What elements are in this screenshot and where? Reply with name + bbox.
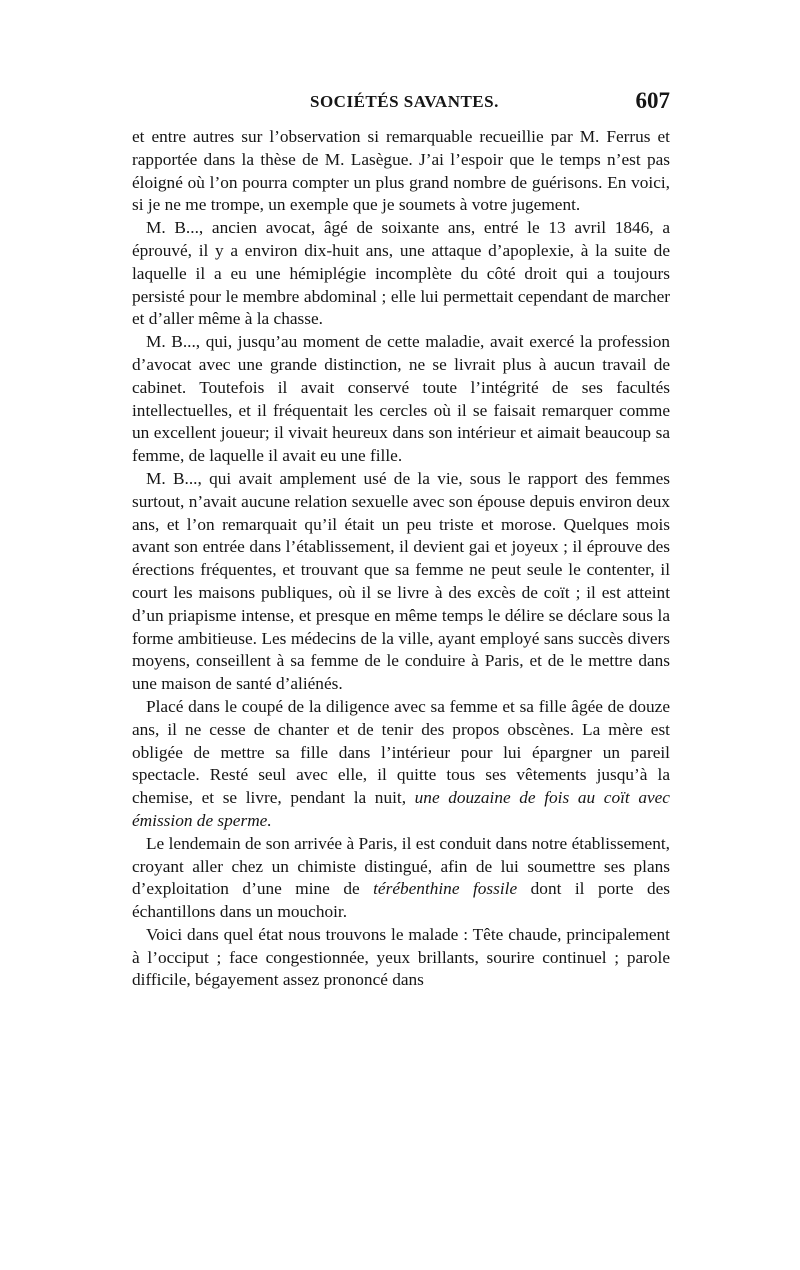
running-head	[132, 88, 670, 126]
paragraph-arrival	[132, 833, 670, 924]
running-title: SOCIÉTÉS SAVANTES.	[310, 92, 499, 111]
paragraph-profession: M. B..., qui, jusqu’au moment de cette maladie, avait exercé la profession d’avocat avec une grande distinction, ne se livrait plus à aucun travail de cabinet. Toutefois il avait conservé toute l’intégrité de ses facultés intellectuelles, et il fréquentait les cercles où il se faisait remarquer comme un excellent joueur; il vivait heureux dans son intérieur et aimait beaucoup sa femme, de laquelle il avait eu une fille.	[132, 332, 670, 466]
paragraph-symptoms: M. B..., qui avait amplement usé de la vie, sous le rapport des femmes surtout, n’avait aucune relation sexuelle avec son épouse depuis environ deux ans, et l’on remarquait qu’il était un peu triste et morose. Quelques mois avant son entrée dans l’établissement, il devient gai et joyeux ; il éprouve des érections fréquentes, et trouvant que sa femme ne peut seule le contenter, il court les maisons publiques, où il se livre à des excès de coït ; il est atteint d’un priapisme intense, et presque en même temps le délire se déclare sous la forme ambitieuse. Les médecins de la ville, ayant employé sans succès divers moyens, conseillent à sa femme de le conduire à Paris, et de le mettre dans une maison de santé d’aliénés.	[132, 468, 670, 694]
arrival-text: Le lendemain de son arrivée à Paris, il est conduit dans notre établissement, croyant aller chez un chimiste distingué, afin de lui soumettre ses plans d’exploitation d’une mine de	[132, 833, 670, 899]
page-number: 607	[635, 88, 670, 113]
body-text	[132, 126, 670, 992]
paragraph-journey	[132, 696, 670, 833]
arrival-italic: térébenthine fossile	[373, 879, 518, 899]
paragraph-case-intro: M. B..., ancien avocat, âgé de soixante ans, entré le 13 avril 1846, a éprouvé, il y a environ dix-huit ans, une attaque d’apoplexie, à la suite de laquelle il a eu une hémiplégie incomplète du côté droit qui a toujours persisté pour le membre abdominal ; elle lui permettait cependant de marcher et d’aller même à la chasse.	[132, 218, 670, 329]
journey-italic: une douzaine de fois au coït avec émission de sperme.	[132, 788, 670, 830]
book-page	[132, 88, 670, 992]
journey-text: Placé dans le coupé de la diligence avec sa femme et sa fille âgée de douze ans, il ne cesse de chanter et de tenir des propos obscènes. La mère est obligée de mettre sa fille dans l’intérieur pour lui épargner un pareil spectacle. Resté seul avec elle, il quitte tous ses vêtements jusqu’à la chemise, et se livre, pendant la nuit,	[132, 696, 670, 808]
paragraph-examination: Voici dans quel état nous trouvons le malade : Tête chaude, principalement à l’occiput ; face congestionnée, yeux brillants, sourire continuel ; parole difficile, bégayement assez prononcé dans	[132, 924, 670, 990]
arrival-text-end: dont il porte des échantillons dans un mouchoir.	[132, 879, 670, 922]
paragraph-continuation: et entre autres sur l’observation si remarquable recueillie par M. Ferrus et rapportée dans la thèse de M. Lasègue. J’ai l’espoir que le temps n’est pas éloigné où l’on pourra compter un plus grand nombre de guérisons. En voici, si je ne me trompe, un exemple que je soumets à votre jugement.	[132, 127, 670, 215]
